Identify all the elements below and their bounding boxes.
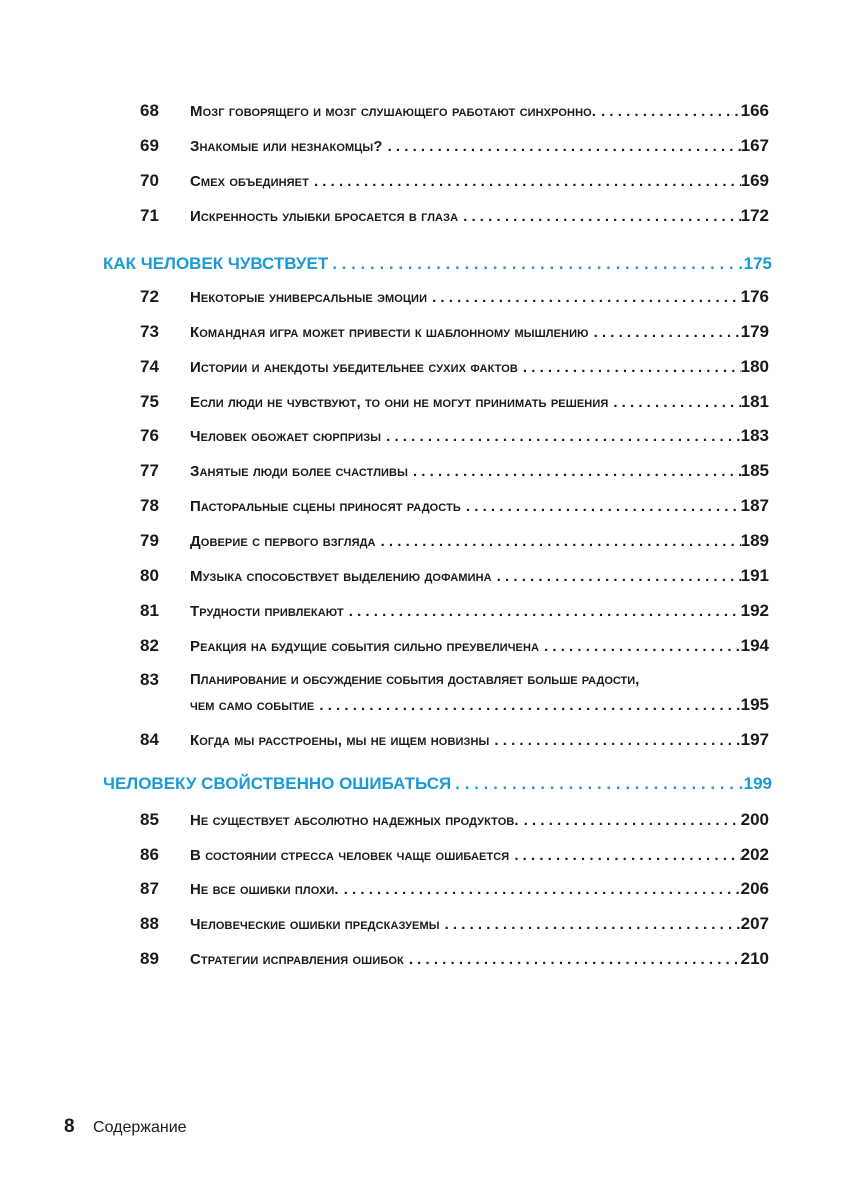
section-title: ЧЕЛОВЕКУ СВОЙСТВЕННО ОШИБАТЬСЯ [103, 774, 452, 793]
toc-entry[interactable] [0, 843, 849, 867]
toc-entry[interactable] [0, 728, 849, 752]
entry-title: Командная игра может привести к шаблонному мышлению [190, 324, 589, 341]
running-header-label: Содержание [93, 1119, 187, 1136]
dot-leader [339, 878, 741, 902]
entry-number: 89 [140, 949, 159, 968]
entry-title: Стратегии исправления ошибок [190, 951, 404, 968]
section-heading[interactable] [103, 771, 772, 797]
entry-number: 71 [140, 206, 159, 225]
entry-number: 79 [140, 531, 159, 550]
toc-entry[interactable] [0, 320, 849, 344]
entry-number: 78 [140, 496, 159, 515]
toc-entry[interactable] [0, 99, 849, 123]
entry-title: Пасторальные сцены приносят радость [190, 498, 461, 515]
entry-title: Некоторые универсальные эмоции [190, 289, 428, 306]
dot-leader [539, 635, 741, 659]
entry-page: 176 [740, 287, 769, 306]
dot-leader [461, 495, 741, 519]
entry-page: 167 [740, 136, 769, 155]
dot-leader [314, 694, 740, 718]
toc-entry[interactable] [0, 564, 849, 588]
entry-page: 192 [740, 601, 769, 620]
toc-entry[interactable] [0, 390, 849, 414]
toc-entry[interactable] [0, 134, 849, 158]
toc-entry[interactable] [0, 599, 849, 623]
entry-number: 68 [140, 101, 159, 120]
entry-title: В состоянии стресса человек чаще ошибается [190, 847, 510, 864]
toc-entry[interactable] [0, 634, 849, 658]
entry-title-line1: Планирование и обсуждение события доставляет больше радости, [190, 671, 640, 688]
entry-number: 76 [140, 426, 159, 445]
section-heading[interactable] [103, 251, 772, 277]
entry-title: Истории и анекдоты убедительнее сухих фактов [190, 359, 518, 376]
toc-entry[interactable] [0, 424, 849, 448]
dot-leader [451, 771, 743, 797]
entry-page: 169 [740, 171, 769, 190]
toc-entry[interactable] [0, 204, 849, 228]
entry-title: Если люди не чувствуют, то они не могут принимать решения [190, 394, 609, 411]
entry-title: Искренность улыбки бросается в глаза [190, 208, 459, 225]
entry-page: 179 [740, 322, 769, 341]
entry-title: Музыка способствует выделению дофамина [190, 568, 492, 585]
entry-number: 80 [140, 566, 159, 585]
entry-page: 202 [740, 845, 769, 864]
dot-leader [489, 729, 740, 753]
section-title: КАК ЧЕЛОВЕК ЧУВСТВУЕТ [103, 254, 329, 273]
entry-number: 81 [140, 601, 159, 620]
dot-leader [608, 391, 740, 415]
toc-entry[interactable] [0, 459, 849, 483]
entry-title: Трудности привлекают [190, 603, 344, 620]
entry-title-line2: чем само событие [190, 697, 315, 714]
toc-entry[interactable] [0, 808, 849, 832]
page-number: 8 [64, 1116, 75, 1137]
entry-page: 189 [740, 531, 769, 550]
entry-page: 197 [740, 730, 769, 749]
dot-leader [376, 530, 741, 554]
dot-leader [509, 844, 740, 868]
entry-page: 207 [740, 914, 769, 933]
entry-title: Смех объединяет [190, 173, 309, 190]
dot-leader [458, 205, 740, 229]
entry-number: 86 [140, 845, 159, 864]
entry-number: 82 [140, 636, 159, 655]
entry-page: 206 [740, 879, 769, 898]
toc-entry[interactable] [0, 529, 849, 553]
entry-title: Человек обожает сюрпризы [190, 428, 382, 445]
entry-page: 187 [740, 496, 769, 515]
toc-entry[interactable] [0, 877, 849, 901]
entry-number: 77 [140, 461, 159, 480]
entry-page: 185 [740, 461, 769, 480]
entry-title: Когда мы расстроены, мы не ищем новизны [190, 732, 490, 749]
toc-entry[interactable] [0, 494, 849, 518]
dot-leader [492, 565, 741, 589]
entry-title: Доверие с первого взгляда [190, 533, 376, 550]
entry-number: 84 [140, 730, 159, 749]
entry-page: 210 [740, 949, 769, 968]
toc-entry[interactable] [0, 355, 849, 379]
entry-page: 166 [740, 101, 769, 120]
toc-entry[interactable] [0, 169, 849, 193]
entry-number: 75 [140, 392, 159, 411]
entry-number: 74 [140, 357, 159, 376]
dot-leader [344, 600, 741, 624]
dot-leader [440, 913, 741, 937]
section-page: 175 [743, 254, 772, 273]
dot-leader [427, 286, 741, 310]
toc-entry[interactable] [0, 285, 849, 309]
section-page: 199 [743, 774, 772, 793]
entry-number: 87 [140, 879, 159, 898]
dot-leader [408, 460, 741, 484]
entry-title: Занятые люди более счастливы [190, 463, 408, 480]
entry-number: 72 [140, 287, 159, 306]
entry-page: 194 [740, 636, 769, 655]
entry-number: 70 [140, 171, 159, 190]
entry-page: 191 [740, 566, 769, 585]
entry-number: 83 [140, 670, 159, 689]
entry-page: 180 [740, 357, 769, 376]
dot-leader [519, 809, 741, 833]
dot-leader [518, 356, 741, 380]
entry-title: Не все ошибки плохи. [190, 881, 339, 898]
dot-leader [589, 321, 741, 345]
toc-entry[interactable] [0, 947, 849, 971]
entry-page: 181 [740, 392, 769, 411]
entry-number: 69 [140, 136, 159, 155]
dot-leader [381, 425, 740, 449]
dot-leader [383, 135, 741, 159]
entry-number: 85 [140, 810, 159, 829]
entry-title: Знакомые или незнакомцы? [190, 138, 383, 155]
entry-page: 195 [740, 695, 769, 714]
toc-entry[interactable] [0, 912, 849, 936]
entry-page: 172 [740, 206, 769, 225]
dot-leader [309, 170, 741, 194]
entry-page: 200 [740, 810, 769, 829]
entry-number: 88 [140, 914, 159, 933]
entry-number: 73 [140, 322, 159, 341]
dot-leader [596, 100, 741, 124]
entry-title: Реакция на будущие события сильно преувеличена [190, 638, 540, 655]
toc-entry[interactable] [0, 668, 849, 724]
entry-title: Человеческие ошибки предсказуемы [190, 916, 440, 933]
dot-leader [328, 251, 743, 277]
entry-page: 183 [740, 426, 769, 445]
page-footer [64, 1114, 187, 1140]
dot-leader [404, 948, 741, 972]
entry-title: Мозг говорящего и мозг слушающего работают синхронно. [190, 103, 597, 120]
entry-title: Не существует абсолютно надежных продуктов. [190, 812, 519, 829]
